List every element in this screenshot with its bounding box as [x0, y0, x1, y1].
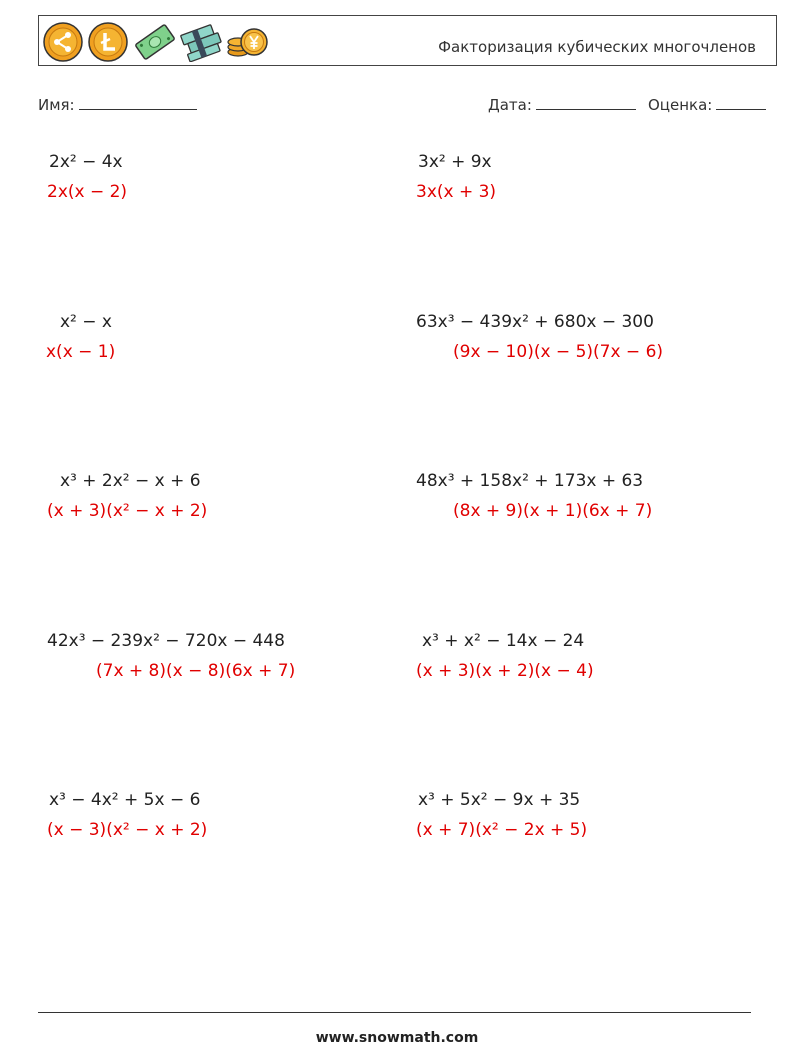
litecoin-icon — [88, 22, 128, 62]
name-field — [38, 95, 197, 114]
worksheet-title: Факторизация кубических многочленов — [438, 38, 756, 56]
problem-6: 48x³ + 158x² + 173x + 63 — [416, 471, 644, 491]
footer-divider — [38, 1012, 751, 1013]
answer-10: (x + 7)(x² − 2x + 5) — [416, 820, 588, 840]
answer-3: x(x − 1) — [46, 342, 116, 362]
banknote-icon — [134, 22, 176, 62]
grade-blank[interactable] — [716, 95, 766, 110]
worksheet-header — [38, 15, 777, 66]
problem-2: 3x² + 9x — [418, 152, 492, 172]
name-blank[interactable] — [79, 95, 197, 110]
share-coin-icon — [43, 22, 83, 62]
problem-1: 2x² − 4x — [49, 152, 123, 172]
date-label: Дата: — [488, 96, 532, 114]
grade-label: Оценка: — [648, 96, 713, 114]
name-label: Имя: — [38, 96, 75, 114]
date-blank[interactable] — [536, 95, 636, 110]
problem-10: x³ + 5x² − 9x + 35 — [418, 790, 581, 810]
yen-coins-icon — [226, 22, 270, 62]
problem-9: x³ − 4x² + 5x − 6 — [49, 790, 201, 810]
answer-1: 2x(x − 2) — [47, 182, 128, 202]
answer-7: (7x + 8)(x − 8)(6x + 7) — [96, 661, 296, 681]
answer-6: (8x + 9)(x + 1)(6x + 7) — [453, 501, 653, 521]
answer-9: (x − 3)(x² − x + 2) — [47, 820, 208, 840]
date-field — [488, 95, 636, 114]
problem-8: x³ + x² − 14x − 24 — [422, 631, 585, 651]
problem-3: x² − x — [60, 312, 112, 332]
answer-2: 3x(x + 3) — [416, 182, 497, 202]
grade-field — [648, 95, 766, 114]
answer-5: (x + 3)(x² − x + 2) — [47, 501, 208, 521]
answer-4: (9x − 10)(x − 5)(7x − 6) — [453, 342, 664, 362]
answer-8: (x + 3)(x + 2)(x − 4) — [416, 661, 594, 681]
problem-7: 42x³ − 239x² − 720x − 448 — [47, 631, 285, 651]
problem-4: 63x³ − 439x² + 680x − 300 — [416, 312, 654, 332]
footer-website[interactable]: www.snowmath.com — [315, 1030, 479, 1046]
money-stack-icon — [180, 22, 222, 62]
problem-5: x³ + 2x² − x + 6 — [60, 471, 201, 491]
